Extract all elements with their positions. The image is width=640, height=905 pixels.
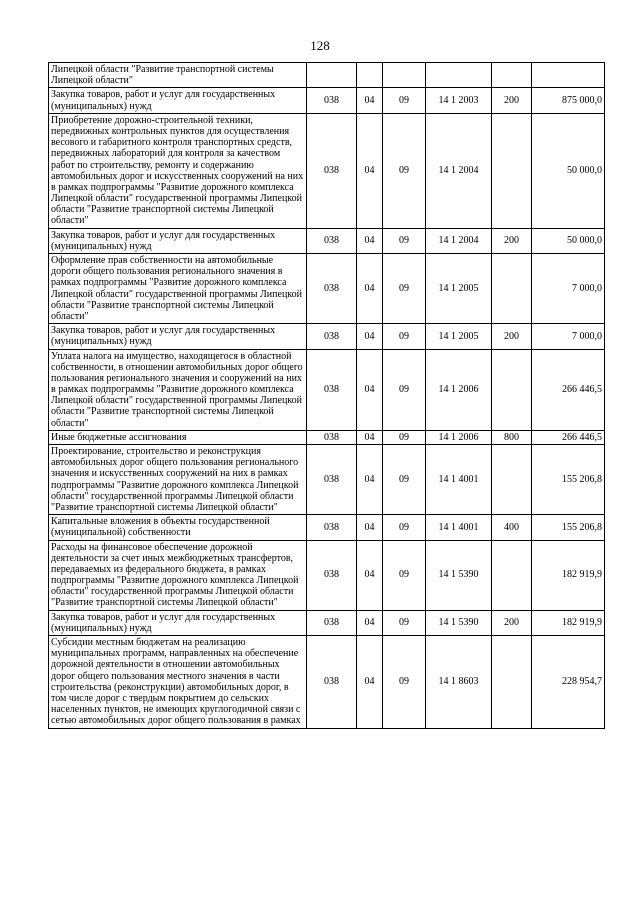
row-amount: 875 000,0: [532, 88, 605, 113]
row-description: Закупка товаров, работ и услуг для государственных (муниципальных) нужд: [49, 324, 307, 349]
row-description: Капитальные вложения в объекты государственной (муниципальной) собственности: [49, 515, 307, 540]
row-amount: 266 446,5: [532, 349, 605, 430]
budget-table: [48, 62, 605, 729]
table-row: [49, 636, 605, 729]
table-row: [49, 113, 605, 228]
row-section-code: 04: [357, 515, 383, 540]
table-row: [49, 610, 605, 635]
page-number: 128: [310, 38, 330, 53]
row-expense-type-code: [492, 63, 532, 88]
table-row: [49, 430, 605, 444]
row-target-article-code: 14 1 2006: [426, 430, 492, 444]
row-amount: 7 000,0: [532, 254, 605, 324]
row-section-code: 04: [357, 88, 383, 113]
row-target-article-code: 14 1 4001: [426, 445, 492, 515]
row-section-code: 04: [357, 254, 383, 324]
row-target-article-code: 14 1 5390: [426, 540, 492, 610]
row-expense-type-code: [492, 254, 532, 324]
row-subsection-code: 09: [383, 540, 426, 610]
row-section-code: 04: [357, 540, 383, 610]
row-department-code: 038: [307, 88, 357, 113]
table-row: [49, 63, 605, 88]
table-row: [49, 228, 605, 253]
row-target-article-code: 14 1 4001: [426, 515, 492, 540]
row-description: Иные бюджетные ассигнования: [49, 430, 307, 444]
row-department-code: 038: [307, 254, 357, 324]
row-section-code: 04: [357, 324, 383, 349]
row-target-article-code: 14 1 2005: [426, 254, 492, 324]
row-expense-type-code: 200: [492, 228, 532, 253]
row-section-code: 04: [357, 113, 383, 228]
row-department-code: 038: [307, 430, 357, 444]
row-amount: [532, 63, 605, 88]
row-description: Приобретение дорожно-строительной техники, передвижных контрольных пунктов для осуществления весового и габаритного контроля транспортных средств, передвижных лабораторий для контроля за качеством работ по строительству, ремонту и содержанию автомобильных дорог и искусственных сооружений на них в рамках подпрограммы "Развитие дорожного комплекса Липецкой области" государственной программы Липецкой области "Развитие транспортной системы Липецкой области": [49, 113, 307, 228]
row-description: Закупка товаров, работ и услуг для государственных (муниципальных) нужд: [49, 88, 307, 113]
row-amount: 182 919,9: [532, 610, 605, 635]
row-amount: 50 000,0: [532, 228, 605, 253]
row-subsection-code: 09: [383, 445, 426, 515]
row-expense-type-code: 200: [492, 610, 532, 635]
row-description: Липецкой области "Развитие транспортной системы Липецкой области": [49, 63, 307, 88]
row-expense-type-code: [492, 113, 532, 228]
row-expense-type-code: 200: [492, 324, 532, 349]
row-expense-type-code: 400: [492, 515, 532, 540]
row-description: Оформление прав собственности на автомобильные дороги общего пользования регионального значения в рамках подпрограммы "Развитие дорожного комплекса Липецкой области" государственной программы Липецкой области "Развитие транспортной системы Липецкой области": [49, 254, 307, 324]
row-department-code: 038: [307, 324, 357, 349]
row-subsection-code: 09: [383, 113, 426, 228]
row-department-code: 038: [307, 349, 357, 430]
row-department-code: 038: [307, 515, 357, 540]
table-row: [49, 445, 605, 515]
row-description: Субсидии местным бюджетам на реализацию муниципальных программ, направленных на обеспечение дорожной деятельности в отношении автомобильных дорог общего пользования местного значения в части строительства (реконструкции) автомобильных дорог, в том числе дорог с твердым покрытием до сельских населенных пунктов, не имеющих круглогодичной связи с сетью автомобильных дорог общего пользования в рамках: [49, 636, 307, 729]
row-expense-type-code: [492, 540, 532, 610]
row-department-code: 038: [307, 113, 357, 228]
table-row: [49, 515, 605, 540]
row-amount: 7 000,0: [532, 324, 605, 349]
table-row: [49, 254, 605, 324]
row-subsection-code: 09: [383, 254, 426, 324]
row-section-code: 04: [357, 349, 383, 430]
row-department-code: 038: [307, 636, 357, 729]
row-subsection-code: 09: [383, 610, 426, 635]
row-amount: 266 446,5: [532, 430, 605, 444]
row-target-article-code: 14 1 2004: [426, 228, 492, 253]
row-subsection-code: 09: [383, 349, 426, 430]
row-expense-type-code: [492, 636, 532, 729]
row-section-code: 04: [357, 610, 383, 635]
table-row: [49, 324, 605, 349]
row-department-code: 038: [307, 228, 357, 253]
row-subsection-code: [383, 63, 426, 88]
row-subsection-code: 09: [383, 324, 426, 349]
row-section-code: [357, 63, 383, 88]
row-department-code: 038: [307, 540, 357, 610]
row-section-code: 04: [357, 445, 383, 515]
row-amount: 228 954,7: [532, 636, 605, 729]
row-subsection-code: 09: [383, 515, 426, 540]
row-expense-type-code: [492, 445, 532, 515]
row-expense-type-code: 800: [492, 430, 532, 444]
row-target-article-code: [426, 63, 492, 88]
row-subsection-code: 09: [383, 228, 426, 253]
row-description: Закупка товаров, работ и услуг для государственных (муниципальных) нужд: [49, 610, 307, 635]
row-target-article-code: 14 1 2006: [426, 349, 492, 430]
table-row: [49, 540, 605, 610]
row-section-code: 04: [357, 636, 383, 729]
row-target-article-code: 14 1 5390: [426, 610, 492, 635]
row-subsection-code: 09: [383, 636, 426, 729]
row-description: Проектирование, строительство и реконструкция автомобильных дорог общего пользования регионального значения и искусственных сооружений на них в рамках подпрограммы "Развитие дорожного комплекса Липецкой области" государственной программы Липецкой области "Развитие транспортной системы Липецкой области": [49, 445, 307, 515]
row-subsection-code: 09: [383, 430, 426, 444]
row-amount: 50 000,0: [532, 113, 605, 228]
table-row: [49, 88, 605, 113]
row-amount: 155 206,8: [532, 515, 605, 540]
row-expense-type-code: 200: [492, 88, 532, 113]
row-department-code: [307, 63, 357, 88]
row-description: Расходы на финансовое обеспечение дорожной деятельности за счет иных межбюджетных трансфертов, передаваемых из федерального бюджета, в рамках подпрограммы "Развитие дорожного комплекса Липецкой области" государственной программы Липецкой области "Развитие транспортной системы Липецкой области": [49, 540, 307, 610]
row-description: Закупка товаров, работ и услуг для государственных (муниципальных) нужд: [49, 228, 307, 253]
table-row: [49, 349, 605, 430]
row-target-article-code: 14 1 2005: [426, 324, 492, 349]
row-amount: 182 919,9: [532, 540, 605, 610]
row-expense-type-code: [492, 349, 532, 430]
row-target-article-code: 14 1 8603: [426, 636, 492, 729]
row-subsection-code: 09: [383, 88, 426, 113]
row-description: Уплата налога на имущество, находящегося в областной собственности, в отношении автомобильных дорог общего пользования регионального значения и сооружений на них в рамках подпрограммы "Развитие дорожного комплекса Липецкой области" государственной программы Липецкой области "Развитие транспортной системы Липецкой области": [49, 349, 307, 430]
row-department-code: 038: [307, 610, 357, 635]
row-amount: 155 206,8: [532, 445, 605, 515]
row-target-article-code: 14 1 2003: [426, 88, 492, 113]
row-department-code: 038: [307, 445, 357, 515]
row-target-article-code: 14 1 2004: [426, 113, 492, 228]
row-section-code: 04: [357, 430, 383, 444]
row-section-code: 04: [357, 228, 383, 253]
